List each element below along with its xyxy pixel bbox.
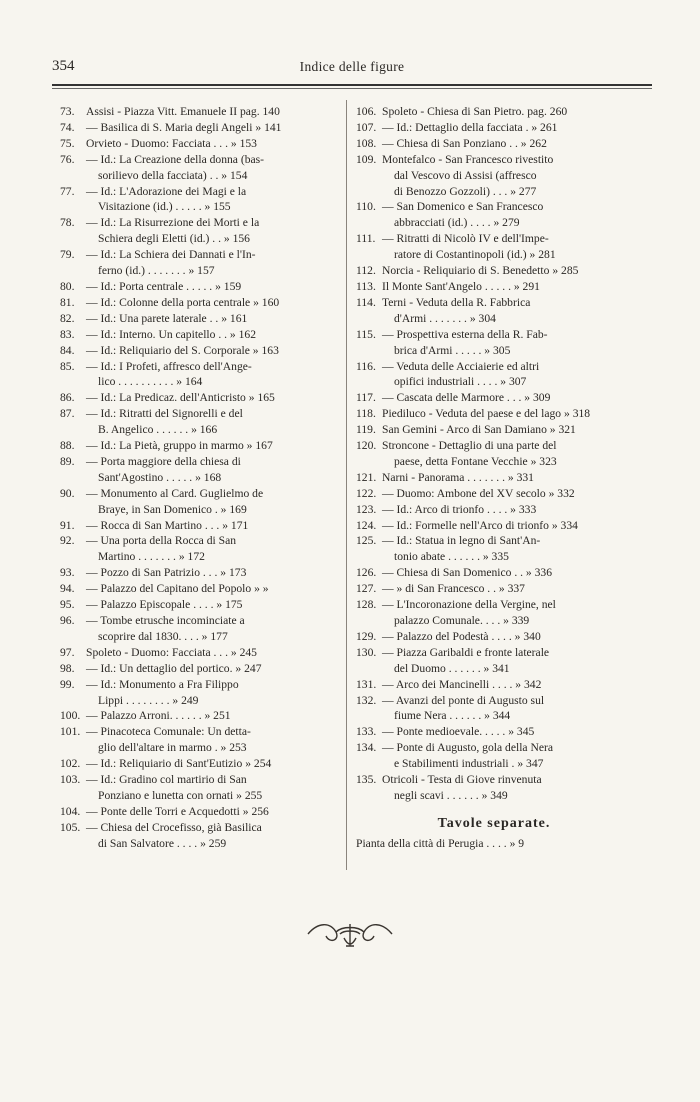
entry-line: — Palazzo Episcopale . . . . » 175 [86, 598, 243, 612]
index-entry [356, 136, 632, 152]
index-entry [356, 565, 632, 581]
entry-number: 92. [60, 534, 75, 548]
entry-number: 134. [356, 741, 377, 755]
index-entry [60, 518, 336, 534]
entry-line: — Pozzo di San Patrizio . . . » 173 [86, 566, 247, 580]
index-entry [356, 724, 632, 740]
header-rule-thin [52, 88, 652, 89]
entry-number: 97. [60, 645, 75, 659]
entry-line: — Duomo: Ambone del XV secolo » 332 [382, 486, 575, 500]
index-entry [356, 406, 632, 422]
entry-line: tonio abate . . . . . . » 335 [394, 550, 509, 564]
entry-line: — Ponte medioevale. . . . . » 345 [382, 725, 535, 739]
entry-number: 132. [356, 693, 377, 707]
entry-number: 79. [60, 248, 75, 262]
entry-line: sorilievo della facciata) . . » 154 [98, 168, 248, 182]
index-entry [356, 438, 632, 470]
index-entry [356, 645, 632, 677]
entry-line: — Tombe etrusche incominciate a [86, 614, 245, 627]
entry-number: 127. [356, 582, 377, 596]
index-entry [356, 199, 632, 231]
entry-line: — Id.: I Profeti, affresco dell'Ange- [86, 359, 252, 373]
entry-line: Braye, in San Domenico . » 169 [98, 502, 247, 516]
entry-number: 82. [60, 311, 75, 325]
entry-line: — Id.: Ritratti del Signorelli e del [86, 407, 243, 421]
entry-number: 118. [356, 407, 376, 421]
entry-number: 109. [356, 152, 377, 166]
entry-line: palazzo Comunale. . . . » 339 [394, 614, 530, 627]
entry-line: — Chiesa del Crocefisso, già Basilica [86, 820, 262, 834]
entry-line: e Stabilimenti industriali . » 347 [394, 757, 544, 771]
entry-line: — Id.: Gradino col martirio di San [86, 773, 247, 787]
entry-line: Schiera degli Eletti (id.) . . » 156 [98, 232, 250, 246]
entry-line: — Ponte di Augusto, gola della Nera [382, 741, 553, 755]
index-entry [60, 724, 336, 756]
index-entry [60, 772, 336, 804]
entry-line: B. Angelico . . . . . . » 166 [98, 423, 218, 437]
index-entry [356, 470, 632, 486]
index-entry [356, 772, 632, 804]
entry-line: — Ponte delle Torri e Acquedotti » 256 [86, 804, 269, 818]
entry-number: 105. [60, 820, 81, 834]
entry-line: Piediluco - Veduta del paese e del lago » 318 [382, 407, 591, 421]
entry-line: — Prospettiva esterna della R. Fab- [382, 327, 548, 341]
entry-line: — Una porta della Rocca di San [86, 534, 237, 548]
entry-line: — Id.: Colonne della porta centrale » 160 [86, 295, 280, 309]
entry-line: — Id.: La Schiera dei Dannati e l'In- [86, 248, 256, 262]
entry-number: 86. [60, 391, 75, 405]
index-entry [356, 390, 632, 406]
index-entry [60, 104, 336, 120]
entry-number: 91. [60, 518, 75, 532]
entry-line: — Id.: Arco di trionfo . . . . » 333 [382, 502, 537, 516]
entry-number: 111. [356, 232, 376, 246]
entry-number: 100. [60, 709, 81, 723]
index-entry [356, 629, 632, 645]
entry-number: 81. [60, 295, 75, 309]
entry-line: — Pinacoteca Comunale: Un detta- [86, 725, 251, 739]
index-entry [60, 533, 336, 565]
entry-number: 102. [60, 757, 81, 771]
entry-number: 88. [60, 439, 75, 453]
entry-number: 123. [356, 502, 377, 516]
right-column [356, 104, 632, 852]
index-entry [60, 311, 336, 327]
entry-line: — Piazza Garibaldi e fronte laterale [382, 645, 550, 659]
index-entry [356, 120, 632, 136]
entry-number: 130. [356, 645, 377, 659]
index-entry [60, 184, 336, 216]
entry-number: 93. [60, 566, 75, 580]
entry-number: 104. [60, 804, 81, 818]
index-entry [60, 613, 336, 645]
index-entry [356, 359, 632, 391]
entry-line: — Id.: Reliquiario del S. Corporale » 163 [86, 343, 279, 357]
index-entry [60, 327, 336, 343]
entry-number: 90. [60, 486, 75, 500]
entry-number: 101. [60, 725, 81, 739]
entry-line: Narni - Panorama . . . . . . . » 331 [382, 470, 534, 484]
entry-number: 112. [356, 264, 376, 278]
entry-number: 108. [356, 136, 377, 150]
entry-line: — Id.: Reliquiario di Sant'Eutizio » 254 [86, 757, 272, 771]
index-entry [60, 120, 336, 136]
entry-line: — San Domenico e San Francesco [382, 200, 544, 214]
index-entry [356, 279, 632, 295]
index-entry [60, 486, 336, 518]
entry-line: — Id.: Monumento a Fra Filippo [86, 677, 239, 691]
entry-line: Il Monte Sant'Angelo . . . . . » 291 [382, 279, 540, 293]
entry-number: 80. [60, 279, 75, 293]
entry-line: — L'Incoronazione della Vergine, nel [382, 598, 556, 612]
entry-number: 129. [356, 629, 377, 643]
entry-number: 84. [60, 343, 75, 357]
entry-number: 124. [356, 518, 377, 532]
entry-line: — Palazzo del Podestà . . . . » 340 [382, 629, 541, 643]
entry-line: — Id.: L'Adorazione dei Magi e la [86, 184, 247, 198]
entry-line: Visitazione (id.) . . . . . » 155 [98, 200, 231, 214]
entry-line: — Id.: Un dettaglio del portico. » 247 [86, 661, 262, 675]
entry-line: negli scavi . . . . . . » 349 [394, 788, 508, 802]
entry-line: Orvieto - Duomo: Facciata . . . » 153 [86, 136, 257, 150]
index-entry [60, 343, 336, 359]
entry-number: 121. [356, 470, 377, 484]
index-entry [356, 295, 632, 327]
index-entry [60, 661, 336, 677]
entry-number: 110. [356, 200, 376, 214]
entry-number: 135. [356, 773, 377, 787]
entry-line: ferno (id.) . . . . . . . » 157 [98, 264, 215, 278]
entry-line: — Id.: La Risurrezione dei Morti e la [86, 216, 260, 230]
header-rule [52, 84, 652, 86]
index-entry [60, 677, 336, 709]
entry-line: — Ritratti di Nicolò IV e dell'Impe- [382, 232, 549, 246]
index-entry [60, 581, 336, 597]
entry-line: dal Vescovo di Assisi (affresco [394, 168, 537, 182]
entry-line: Lippi . . . . . . . . » 249 [98, 693, 199, 707]
entry-line: Ponziano e lunetta con ornati » 255 [98, 788, 263, 802]
index-entry [60, 152, 336, 184]
entry-line: Spoleto - Chiesa di San Pietro. pag. 260 [382, 105, 568, 118]
entry-line: — Id.: La Creazione della donna (bas- [86, 152, 265, 166]
index-entry [60, 565, 336, 581]
entry-number: 114. [356, 295, 376, 309]
index-entry [60, 597, 336, 613]
index-entry [60, 454, 336, 486]
index-entry [356, 533, 632, 565]
entry-line: di Benozzo Gozzoli) . . . » 277 [394, 184, 537, 198]
column-divider [346, 100, 347, 870]
entry-line: scoprire dal 1830. . . . » 177 [98, 629, 228, 643]
entry-number: 75. [60, 136, 75, 150]
decorative-ornament-icon [300, 916, 400, 952]
index-entry [356, 677, 632, 693]
entry-line: — Monumento al Card. Guglielmo de [86, 486, 264, 500]
entry-number: 103. [60, 773, 81, 787]
index-entry [60, 820, 336, 852]
entry-line: Norcia - Reliquiario di S. Benedetto » 285 [382, 264, 579, 278]
entry-line: Spoleto - Duomo: Facciata . . . » 245 [86, 645, 257, 659]
page-header [52, 58, 652, 80]
entry-line: — Avanzi del ponte di Augusto sul [382, 693, 545, 707]
entry-number: 133. [356, 725, 377, 739]
index-entry [60, 438, 336, 454]
entry-line: abbracciati (id.) . . . . » 279 [394, 216, 520, 230]
index-entry [356, 597, 632, 629]
separate-plates-title: Tavole separate. [437, 815, 551, 831]
entry-number: 74. [60, 120, 75, 134]
entry-number: 85. [60, 359, 75, 373]
entry-line: San Gemini - Arco di San Damiano » 321 [382, 423, 576, 437]
entry-number: 95. [60, 598, 75, 612]
index-entry [60, 279, 336, 295]
entry-line: Martino . . . . . . . » 172 [98, 550, 205, 564]
index-entry [356, 740, 632, 772]
entry-line: — Chiesa di San Domenico . . » 336 [382, 566, 553, 580]
entry-line: brica d'Armi . . . . . » 305 [394, 343, 511, 357]
entry-line: — Palazzo Arroni. . . . . . » 251 [86, 709, 231, 723]
index-entry [356, 422, 632, 438]
entry-line: — Id.: La Pietà, gruppo in marmo » 167 [86, 439, 273, 453]
index-entry [60, 215, 336, 247]
entry-number: 126. [356, 566, 377, 580]
entry-number: 89. [60, 454, 75, 468]
entry-number: 107. [356, 120, 377, 134]
page-number: 354 [52, 58, 75, 74]
entry-line: — Veduta delle Acciaierie ed altri [382, 359, 540, 373]
entry-line: del Duomo . . . . . . » 341 [394, 661, 510, 675]
entry-line: — Porta maggiore della chiesa di [86, 454, 241, 468]
entry-line: fiume Nera . . . . . . » 344 [394, 709, 511, 723]
index-entry [356, 327, 632, 359]
entry-number: 131. [356, 677, 377, 691]
index-entry [356, 518, 632, 534]
entry-number: 83. [60, 327, 75, 341]
index-entry [356, 152, 632, 200]
entry-number: 125. [356, 534, 377, 548]
entry-line: di San Salvatore . . . . » 259 [98, 836, 227, 850]
entry-line: lico . . . . . . . . . . » 164 [98, 375, 203, 389]
entry-number: 73. [60, 105, 75, 118]
index-entry [356, 502, 632, 518]
left-column [60, 104, 336, 852]
entry-line: — Id.: Statua in legno di Sant'An- [382, 534, 541, 548]
entry-line: Montefalco - San Francesco rivestito [382, 152, 554, 166]
entry-number: 117. [356, 391, 376, 405]
entry-line: d'Armi . . . . . . . » 304 [394, 311, 496, 325]
index-entry [60, 708, 336, 724]
entry-line: Assisi - Piazza Vitt. Emanuele II pag. 140 [86, 105, 280, 118]
index-entry [356, 104, 632, 120]
entry-number: 98. [60, 661, 75, 675]
entry-number: 119. [356, 423, 376, 437]
separate-plate-item: Pianta della città di Perugia . . . . » 9 [356, 836, 525, 850]
entry-line: — Id.: Formelle nell'Arco di trionfo » 334 [382, 518, 578, 532]
entry-line: — Chiesa di San Ponziano . . » 262 [382, 136, 547, 150]
index-entry [356, 231, 632, 263]
entry-number: 94. [60, 582, 75, 596]
entry-number: 116. [356, 359, 376, 373]
entry-line: ratore di Costantinopoli (id.) » 281 [394, 248, 556, 262]
entry-line: — Palazzo del Capitano del Popolo » » [86, 582, 269, 596]
index-entry [60, 390, 336, 406]
entry-line: paese, detta Fontane Vecchie » 323 [394, 454, 557, 468]
entry-line: — Cascata delle Marmore . . . » 309 [382, 391, 551, 405]
index-entry [356, 263, 632, 279]
entry-line: Stroncone - Dettaglio di una parte del [382, 439, 557, 453]
entry-line: — Rocca di San Martino . . . » 171 [86, 518, 249, 532]
index-entry [60, 295, 336, 311]
entry-line: — Id.: Interno. Un capitello . . » 162 [86, 327, 257, 341]
index-entry [60, 645, 336, 661]
entry-number: 115. [356, 327, 376, 341]
index-entry [60, 804, 336, 820]
entry-number: 128. [356, 598, 377, 612]
index-entry [356, 693, 632, 725]
entry-line: — Basilica di S. Maria degli Angeli » 141 [86, 120, 282, 134]
entry-line: opifici industriali . . . . » 307 [394, 375, 527, 389]
entry-line: — Id.: Porta centrale . . . . . » 159 [86, 279, 242, 293]
index-entry [356, 486, 632, 502]
entry-line: glio dell'altare in marmo . » 253 [98, 741, 247, 755]
index-entry [60, 406, 336, 438]
entry-line: Sant'Agostino . . . . . » 168 [98, 470, 222, 484]
entry-number: 120. [356, 439, 377, 453]
entry-number: 96. [60, 614, 75, 627]
entry-line: — Arco dei Mancinelli . . . . » 342 [382, 677, 542, 691]
index-entry [60, 359, 336, 391]
entry-line: — Id.: Dettaglio della facciata . » 261 [382, 120, 558, 134]
running-head: Indice delle figure [299, 59, 405, 74]
entry-line: Otricoli - Testa di Giove rinvenuta [382, 773, 542, 787]
entry-number: 113. [356, 279, 376, 293]
entry-number: 76. [60, 152, 75, 166]
entry-number: 99. [60, 677, 75, 691]
entry-line: — » di San Francesco . . » 337 [382, 582, 525, 596]
index-entry [356, 581, 632, 597]
entry-number: 77. [60, 184, 75, 198]
index-entry [60, 756, 336, 772]
index-entry [60, 247, 336, 279]
entry-number: 87. [60, 407, 75, 421]
entry-number: 122. [356, 486, 377, 500]
entry-number: 106. [356, 105, 377, 118]
entry-line: Terni - Veduta della R. Fabbrica [382, 295, 531, 309]
entry-line: — Id.: Una parete laterale . . » 161 [86, 311, 248, 325]
entry-line: — Id.: La Predicaz. dell'Anticristo » 165 [86, 391, 275, 405]
index-entry [60, 136, 336, 152]
entry-number: 78. [60, 216, 75, 230]
